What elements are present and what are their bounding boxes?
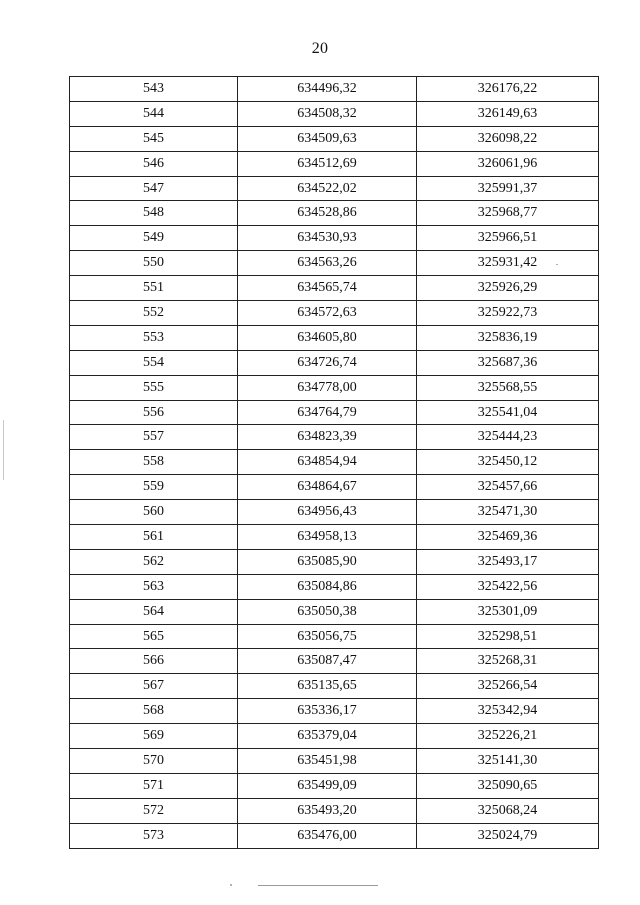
y-coordinate-cell: 325068,24 bbox=[417, 798, 599, 823]
point-number-cell: 570 bbox=[70, 749, 238, 774]
table-row bbox=[70, 549, 599, 574]
y-coordinate-cell: 325301,09 bbox=[417, 599, 599, 624]
table-row bbox=[70, 201, 599, 226]
y-coordinate-cell: 326149,63 bbox=[417, 101, 599, 126]
point-number-cell: 561 bbox=[70, 525, 238, 550]
point-number-cell: 565 bbox=[70, 624, 238, 649]
table-row bbox=[70, 325, 599, 350]
y-coordinate-cell: 326061,96 bbox=[417, 151, 599, 176]
y-coordinate-cell: 325991,37 bbox=[417, 176, 599, 201]
table-row bbox=[70, 674, 599, 699]
x-coordinate-cell: 635056,75 bbox=[238, 624, 417, 649]
table-row bbox=[70, 773, 599, 798]
x-coordinate-cell: 634512,69 bbox=[238, 151, 417, 176]
x-coordinate-cell: 634764,79 bbox=[238, 400, 417, 425]
table-row bbox=[70, 823, 599, 848]
table-row bbox=[70, 301, 599, 326]
point-number-cell: 572 bbox=[70, 798, 238, 823]
x-coordinate-cell: 634563,26 bbox=[238, 251, 417, 276]
point-number-cell: 556 bbox=[70, 400, 238, 425]
y-coordinate-cell: 325687,36 bbox=[417, 350, 599, 375]
table-row bbox=[70, 649, 599, 674]
x-coordinate-cell: 634509,63 bbox=[238, 126, 417, 151]
point-number-cell: 563 bbox=[70, 574, 238, 599]
point-number-cell: 548 bbox=[70, 201, 238, 226]
scan-artifact-dot bbox=[230, 884, 232, 886]
table-row bbox=[70, 525, 599, 550]
x-coordinate-cell: 634778,00 bbox=[238, 375, 417, 400]
y-coordinate-cell: 325836,19 bbox=[417, 325, 599, 350]
table-row bbox=[70, 226, 599, 251]
y-coordinate-cell: 325422,56 bbox=[417, 574, 599, 599]
table-row bbox=[70, 425, 599, 450]
x-coordinate-cell: 635379,04 bbox=[238, 724, 417, 749]
point-number-cell: 554 bbox=[70, 350, 238, 375]
table-row bbox=[70, 400, 599, 425]
table-row bbox=[70, 624, 599, 649]
table-row bbox=[70, 176, 599, 201]
point-number-cell: 544 bbox=[70, 101, 238, 126]
y-coordinate-cell: 326098,22 bbox=[417, 126, 599, 151]
x-coordinate-cell: 635499,09 bbox=[238, 773, 417, 798]
y-coordinate-cell: 325141,30 bbox=[417, 749, 599, 774]
x-coordinate-cell: 634522,02 bbox=[238, 176, 417, 201]
point-number-cell: 557 bbox=[70, 425, 238, 450]
y-coordinate-cell: 325450,12 bbox=[417, 450, 599, 475]
x-coordinate-cell: 635476,00 bbox=[238, 823, 417, 848]
point-number-cell: 550 bbox=[70, 251, 238, 276]
point-number-cell: 573 bbox=[70, 823, 238, 848]
y-coordinate-cell: 325471,30 bbox=[417, 500, 599, 525]
x-coordinate-cell: 634823,39 bbox=[238, 425, 417, 450]
table-row bbox=[70, 475, 599, 500]
table-row bbox=[70, 500, 599, 525]
point-number-cell: 547 bbox=[70, 176, 238, 201]
point-number-cell: 568 bbox=[70, 699, 238, 724]
y-coordinate-cell: 326176,22 bbox=[417, 77, 599, 102]
y-coordinate-cell: 325968,77 bbox=[417, 201, 599, 226]
y-coordinate-cell: 325493,17 bbox=[417, 549, 599, 574]
x-coordinate-cell: 634854,94 bbox=[238, 450, 417, 475]
table-row bbox=[70, 77, 599, 102]
y-coordinate-cell: 325298,51 bbox=[417, 624, 599, 649]
y-coordinate-cell: 325268,31 bbox=[417, 649, 599, 674]
x-coordinate-cell: 634958,13 bbox=[238, 525, 417, 550]
point-number-cell: 546 bbox=[70, 151, 238, 176]
y-coordinate-cell: 325541,04 bbox=[417, 400, 599, 425]
scan-artifact-edge bbox=[3, 420, 4, 480]
point-number-cell: 560 bbox=[70, 500, 238, 525]
x-coordinate-cell: 634508,32 bbox=[238, 101, 417, 126]
table-row bbox=[70, 699, 599, 724]
page-number: 20 bbox=[311, 40, 329, 57]
x-coordinate-cell: 635050,38 bbox=[238, 599, 417, 624]
point-number-cell: 543 bbox=[70, 77, 238, 102]
table-row bbox=[70, 276, 599, 301]
point-number-cell: 559 bbox=[70, 475, 238, 500]
point-number-cell: 552 bbox=[70, 301, 238, 326]
y-coordinate-cell: 325926,29 bbox=[417, 276, 599, 301]
x-coordinate-cell: 635135,65 bbox=[238, 674, 417, 699]
table-row bbox=[70, 126, 599, 151]
y-coordinate-cell: 325024,79 bbox=[417, 823, 599, 848]
x-coordinate-cell: 634565,74 bbox=[238, 276, 417, 301]
x-coordinate-cell: 634726,74 bbox=[238, 350, 417, 375]
y-coordinate-cell: 325922,73 bbox=[417, 301, 599, 326]
point-number-cell: 566 bbox=[70, 649, 238, 674]
table-row bbox=[70, 724, 599, 749]
x-coordinate-cell: 635085,90 bbox=[238, 549, 417, 574]
point-number-cell: 567 bbox=[70, 674, 238, 699]
x-coordinate-cell: 634956,43 bbox=[238, 500, 417, 525]
y-coordinate-cell: 325931,42 bbox=[417, 251, 599, 276]
point-number-cell: 549 bbox=[70, 226, 238, 251]
table-row bbox=[70, 450, 599, 475]
table-row bbox=[70, 574, 599, 599]
x-coordinate-cell: 635084,86 bbox=[238, 574, 417, 599]
point-number-cell: 558 bbox=[70, 450, 238, 475]
point-number-cell: 569 bbox=[70, 724, 238, 749]
x-coordinate-cell: 635336,17 bbox=[238, 699, 417, 724]
y-coordinate-cell: 325342,94 bbox=[417, 699, 599, 724]
scan-artifact-line bbox=[258, 885, 378, 886]
table-row bbox=[70, 375, 599, 400]
point-number-cell: 545 bbox=[70, 126, 238, 151]
x-coordinate-cell: 634530,93 bbox=[238, 226, 417, 251]
table-row bbox=[70, 599, 599, 624]
x-coordinate-cell: 634864,67 bbox=[238, 475, 417, 500]
x-coordinate-cell: 634605,80 bbox=[238, 325, 417, 350]
y-coordinate-cell: 325966,51 bbox=[417, 226, 599, 251]
scan-artifact-speck bbox=[556, 264, 558, 265]
x-coordinate-cell: 635493,20 bbox=[238, 798, 417, 823]
point-number-cell: 562 bbox=[70, 549, 238, 574]
y-coordinate-cell: 325457,66 bbox=[417, 475, 599, 500]
x-coordinate-cell: 634496,32 bbox=[238, 77, 417, 102]
point-number-cell: 571 bbox=[70, 773, 238, 798]
y-coordinate-cell: 325469,36 bbox=[417, 525, 599, 550]
table-row bbox=[70, 749, 599, 774]
point-number-cell: 555 bbox=[70, 375, 238, 400]
point-number-cell: 553 bbox=[70, 325, 238, 350]
table-row bbox=[70, 151, 599, 176]
table-row bbox=[70, 251, 599, 276]
x-coordinate-cell: 634572,63 bbox=[238, 301, 417, 326]
x-coordinate-cell: 634528,86 bbox=[238, 201, 417, 226]
x-coordinate-cell: 635451,98 bbox=[238, 749, 417, 774]
y-coordinate-cell: 325266,54 bbox=[417, 674, 599, 699]
coordinates-table bbox=[69, 76, 599, 849]
point-number-cell: 564 bbox=[70, 599, 238, 624]
coordinates-table-body bbox=[70, 77, 599, 849]
y-coordinate-cell: 325226,21 bbox=[417, 724, 599, 749]
y-coordinate-cell: 325568,55 bbox=[417, 375, 599, 400]
table-row bbox=[70, 798, 599, 823]
point-number-cell: 551 bbox=[70, 276, 238, 301]
y-coordinate-cell: 325090,65 bbox=[417, 773, 599, 798]
x-coordinate-cell: 635087,47 bbox=[238, 649, 417, 674]
y-coordinate-cell: 325444,23 bbox=[417, 425, 599, 450]
table-row bbox=[70, 350, 599, 375]
table-row bbox=[70, 101, 599, 126]
